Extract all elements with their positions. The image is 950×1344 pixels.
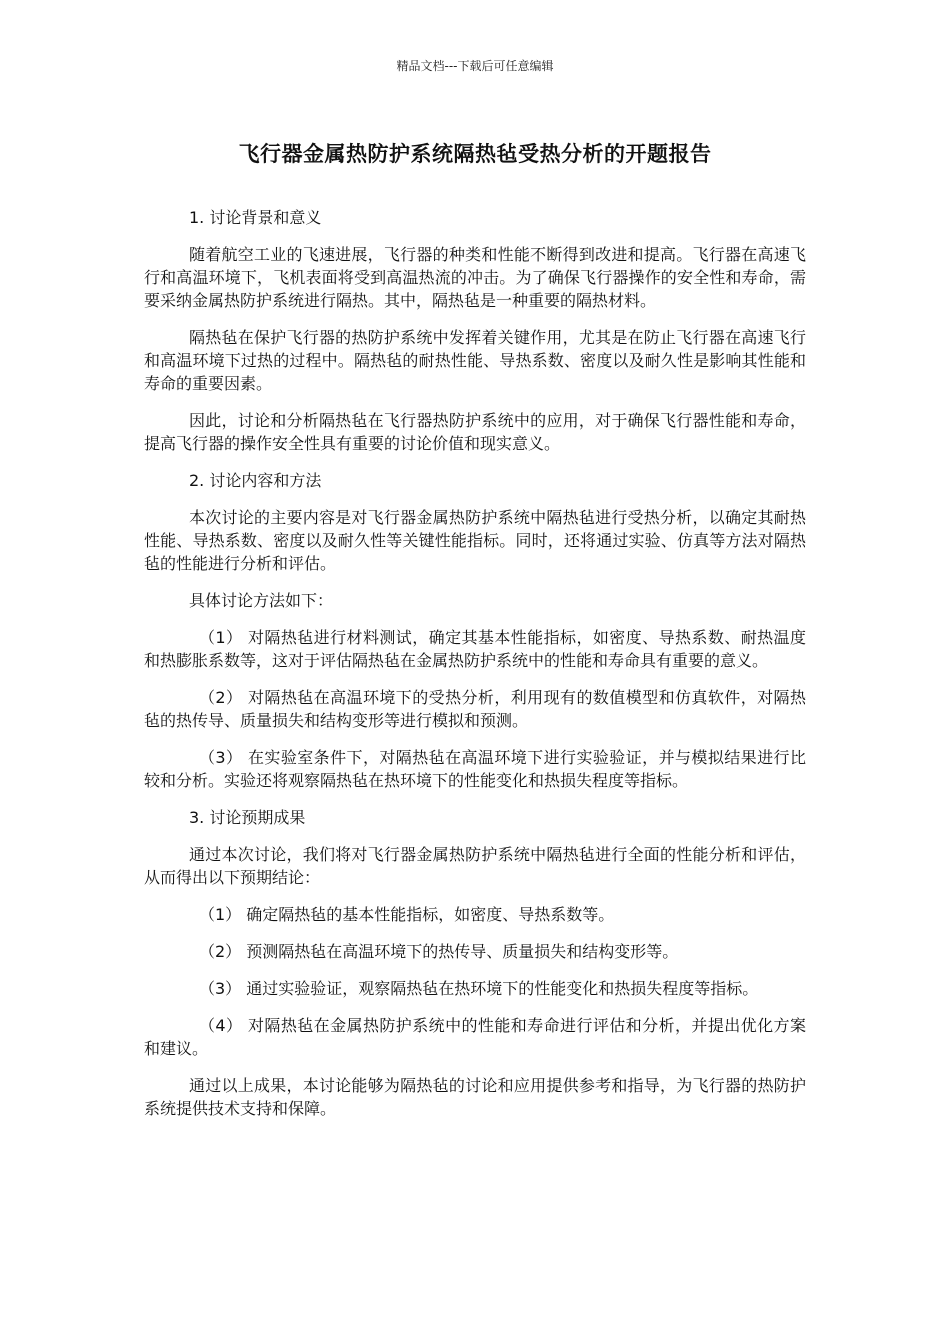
paragraph: 具体讨论方法如下： [189,591,334,610]
paragraph: 通过本次讨论，我们将对飞行器金属热防护系统中隔热毡进行全面的性能分析和评估，从而得出以下预期结论： [144,845,806,887]
section-heading-1: 1. 讨论背景和意义 [189,208,322,227]
document-title: 飞行器金属热防护系统隔热毡受热分析的开题报告 [238,142,712,166]
list-item: （3） 在实验室条件下，对隔热毡在高温环境下进行实验验证，并与模拟结果进行比较和分析。实验还将观察隔热毡在热环境下的性能变化和热损失程度等指标。 [144,748,806,790]
list-item: （2） 对隔热毡在高温环境下的受热分析，利用现有的数值模型和仿真软件，对隔热毡的热传导、质量损失和结构变形等进行模拟和预测。 [144,688,806,730]
paragraph: 通过以上成果，本讨论能够为隔热毡的讨论和应用提供参考和指导，为飞行器的热防护系统提供技术支持和保障。 [144,1076,806,1118]
list-item: （1） 对隔热毡进行材料测试，确定其基本性能指标，如密度、导热系数、耐热温度和热膨胀系数等，这对于评估隔热毡在金属热防护系统中的性能和寿命具有重要的意义。 [144,628,806,670]
paragraph: 因此，讨论和分析隔热毡在飞行器热防护系统中的应用，对于确保飞行器性能和寿命，提高飞行器的操作安全性具有重要的讨论价值和现实意义。 [144,411,806,453]
list-item: （4） 对隔热毡在金属热防护系统中的性能和寿命进行评估和分析，并提出优化方案和建议。 [144,1016,806,1058]
paragraph: 本次讨论的主要内容是对飞行器金属热防护系统中隔热毡进行受热分析，以确定其耐热性能、导热系数、密度以及耐久性等关键性能指标。同时，还将通过实验、仿真等方法对隔热毡的性能进行分析和评估。 [144,508,806,573]
document-body [144,206,806,1134]
section-heading-3: 3. 讨论预期成果 [189,808,306,827]
paragraph: 隔热毡在保护飞行器的热防护系统中发挥着关键作用，尤其是在防止飞行器在高速飞行和高温环境下过热的过程中。隔热毡的耐热性能、导热系数、密度以及耐久性是影响其性能和寿命的重要因素。 [144,328,806,393]
section-heading-2: 2. 讨论内容和方法 [189,471,322,490]
list-item: （3） 通过实验验证，观察隔热毡在热环境下的性能变化和热损失程度等指标。 [199,979,759,998]
paragraph: 随着航空工业的飞速进展，飞行器的种类和性能不断得到改进和提高。飞行器在高速飞行和高温环境下，飞机表面将受到高温热流的冲击。为了确保飞行器操作的安全性和寿命，需要采纳金属热防护系统进行隔热。其中，隔热毡是一种重要的隔热材料。 [144,245,806,310]
page-header: 精品文档---下载后可任意编辑 [396,59,554,73]
list-item: （2） 预测隔热毡在高温环境下的热传导、质量损失和结构变形等。 [199,942,679,961]
list-item: （1） 确定隔热毡的基本性能指标，如密度、导热系数等。 [199,905,615,924]
